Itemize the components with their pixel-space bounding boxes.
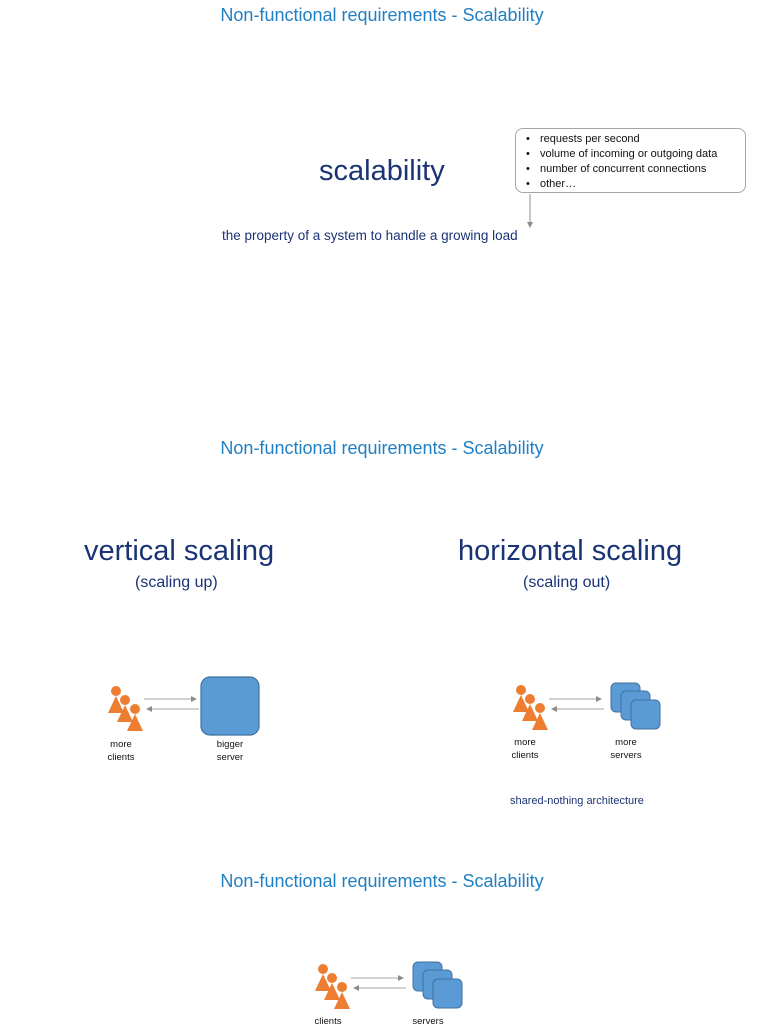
slide-scaling-types (0, 433, 768, 866)
load-example-item: • requests per second (540, 132, 745, 147)
servers-label: servers (412, 1016, 444, 1024)
load-example-item: • other… (540, 177, 745, 192)
bigger-server-icon (200, 676, 262, 738)
slide-scalability-definition (0, 0, 768, 433)
label-line: clients (511, 750, 539, 761)
label-line: servers (610, 750, 642, 761)
horizontal-clients-label (508, 736, 542, 762)
vertical-clients-label (104, 738, 138, 764)
scalability-heading: scalability (319, 155, 445, 187)
server-cluster-icon (609, 681, 663, 733)
request-response-arrows (141, 691, 203, 717)
request-response-arrows (546, 691, 608, 717)
load-example-item: • volume of incoming or outgoing data (540, 147, 745, 162)
label-line: server (216, 752, 244, 763)
label-line: clients (107, 752, 135, 763)
vertical-server-label (213, 738, 247, 764)
slide-title: Non-functional requirements - Scalability (220, 438, 544, 458)
label-line: more (110, 739, 132, 750)
label-line: more (615, 737, 637, 748)
label-line: bigger (216, 739, 244, 750)
shared-nothing-note: shared-nothing architecture (510, 795, 644, 807)
slide-clients-servers (0, 866, 768, 1024)
clients-label: clients (314, 1016, 342, 1024)
server-cluster-icon (411, 960, 465, 1012)
callout-pointer-arrow (524, 192, 536, 232)
vertical-scaling-heading: vertical scaling (84, 535, 275, 567)
slide-title: Non-functional requirements - Scalability (220, 5, 544, 25)
scalability-definition: the property of a system to handle a growing load (222, 228, 518, 243)
load-examples-callout (515, 128, 746, 193)
horizontal-scaling-subheading: (scaling out) (523, 574, 611, 591)
horizontal-scaling-heading: horizontal scaling (458, 535, 683, 567)
vertical-scaling-subheading: (scaling up) (135, 574, 218, 591)
horizontal-servers-label (606, 736, 646, 762)
slide-title: Non-functional requirements - Scalability (220, 871, 544, 891)
request-response-arrows (348, 970, 410, 996)
load-examples-list (516, 129, 745, 192)
load-example-item: • number of concurrent connections (540, 162, 745, 177)
label-line: more (514, 737, 536, 748)
